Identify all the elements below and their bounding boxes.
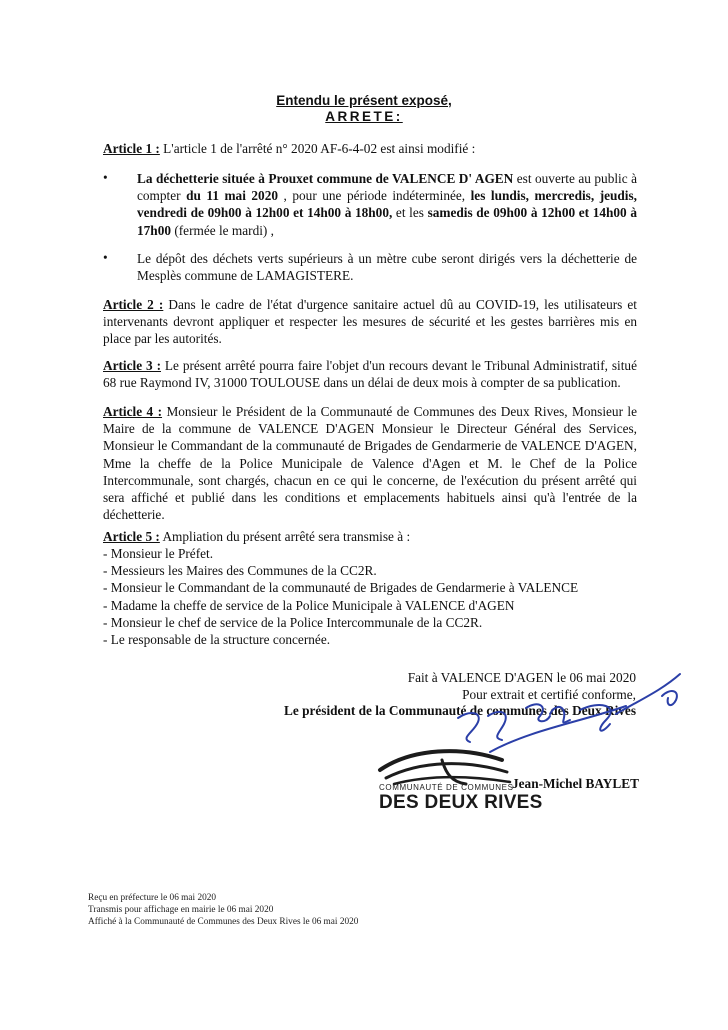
article-3-text: Le présent arrêté pourra faire l'objet d'un recours devant le Tribunal Administratif, situé 68 rue Raymond IV, 31000 TOULOUSE dans un délai de deux mois à compter de sa publication. xyxy=(103,358,637,391)
article-1-bullet-1 xyxy=(137,170,637,239)
article-4-label: Article 4 : xyxy=(103,404,163,419)
footer-line: Transmis pour affichage en mairie le 06 mai 2020 xyxy=(88,905,274,916)
article-3 xyxy=(103,357,637,391)
logo-name: DES DEUX RIVES xyxy=(379,792,543,813)
list-item: - Monsieur le chef de service de la Police Intercommunale de la CC2R. xyxy=(103,614,483,630)
bullet-1-part: est ouverte au public à compter xyxy=(137,171,638,204)
article-2-text: Dans le cadre de l'état d'urgence sanitaire actuel dû au COVID-19, les utilisateurs et intervenants devront appliquer et respecter les mesures de sécurité et les gestes barrières mis en place par les autorités. xyxy=(103,297,637,347)
article-4-text: Monsieur le Président de la Communauté de Communes des Deux Rives, Monsieur le Maire de la commune de VALENCE D'AGEN Monsieur le Directeur Général des Services, Monsieur le Commandant de la communauté de Brigades de Gendarmerie de VALENCE D'AGEN, Mme la cheffe de la Police Municipale de Valence d'Agen et M. le Chef de la Police Intercommunale, sont chargés, chacun en ce qui le concerne, de l'exécution du présent arrêté qui sera affiché et publié dans les conditions et emplacements habituels ainsi qu'à l'entrée de la déchetterie. xyxy=(103,404,637,523)
signatory-name: Jean-Michel BAYLET xyxy=(512,776,639,791)
footer-line: Reçu en préfecture le 06 mai 2020 xyxy=(88,893,217,903)
bullet-icon: • xyxy=(103,170,108,185)
footer-line: Affiché à la Communauté de Communes des Deux Rives le 06 mai 2020 xyxy=(88,917,359,928)
bullet-1-part: et les xyxy=(392,205,428,221)
article-5-label: Article 5 : xyxy=(103,529,160,544)
article-4 xyxy=(103,403,637,523)
article-2-label: Article 2 : xyxy=(103,297,164,312)
preamble-heading: Entendu le présent exposé, xyxy=(276,93,452,108)
list-item: - Madame la cheffe de service de la Police Municipale à VALENCE d'AGEN xyxy=(103,597,515,613)
article-1-label: Article 1 : xyxy=(103,141,160,156)
list-item: - Messieurs les Maires des Communes de la CC2R. xyxy=(103,563,377,579)
bullet-1-part: samedis de 09h00 à 12h00 et 14h00 à 17h00 xyxy=(137,205,637,238)
list-item: - Monsieur le Préfet. xyxy=(103,546,214,561)
bullet-1-part: (fermée le mardi) , xyxy=(171,222,274,238)
article-1-text: L'article 1 de l'arrêté n° 2020 AF-6-4-02 est ainsi modifié : xyxy=(159,141,476,156)
article-1-bullet-2: Le dépôt des déchets verts supérieurs à un mètre cube seront dirigés vers la déchetterie de Mesplès commune de LAMAGISTERE. xyxy=(137,251,637,284)
list-item: - Le responsable de la structure concernée. xyxy=(103,632,331,648)
article-5-text: Ampliation du présent arrêté sera transmise à : xyxy=(159,529,411,544)
article-1 xyxy=(103,140,637,157)
article-3-label: Article 3 : xyxy=(103,358,161,373)
logo-subtitle: COMMUNAUTÉ DE COMMUNES xyxy=(379,783,514,792)
footer-notes xyxy=(88,892,488,929)
ampliation-list xyxy=(103,545,643,648)
bullet-icon: • xyxy=(103,250,108,265)
bullet-1-part: , pour une période indéterminée, xyxy=(278,188,471,204)
president-title: Le président de la Communauté de communes des Deux Rives xyxy=(284,703,636,718)
certified-line: Pour extrait et certifié conforme, xyxy=(462,687,636,702)
list-item: - Monsieur le Commandant de la communauté de Brigades de Gendarmerie à VALENCE xyxy=(103,580,579,596)
arrete-heading: ARRETE: xyxy=(325,109,403,124)
article-5 xyxy=(103,528,637,545)
bullet-1-part: du 11 mai 2020 xyxy=(186,188,279,204)
article-2 xyxy=(103,296,637,348)
place-date: Fait à VALENCE D'AGEN le 06 mai 2020 xyxy=(407,670,636,685)
bullet-1-part: les lundis, mercredis, jeudis, vendredi de 09h00 à 12h00 et 14h00 à 18h00, xyxy=(137,188,638,221)
bullet-1-part: La déchetterie située à Prouxet commune de VALENCE D' AGEN xyxy=(137,171,514,186)
